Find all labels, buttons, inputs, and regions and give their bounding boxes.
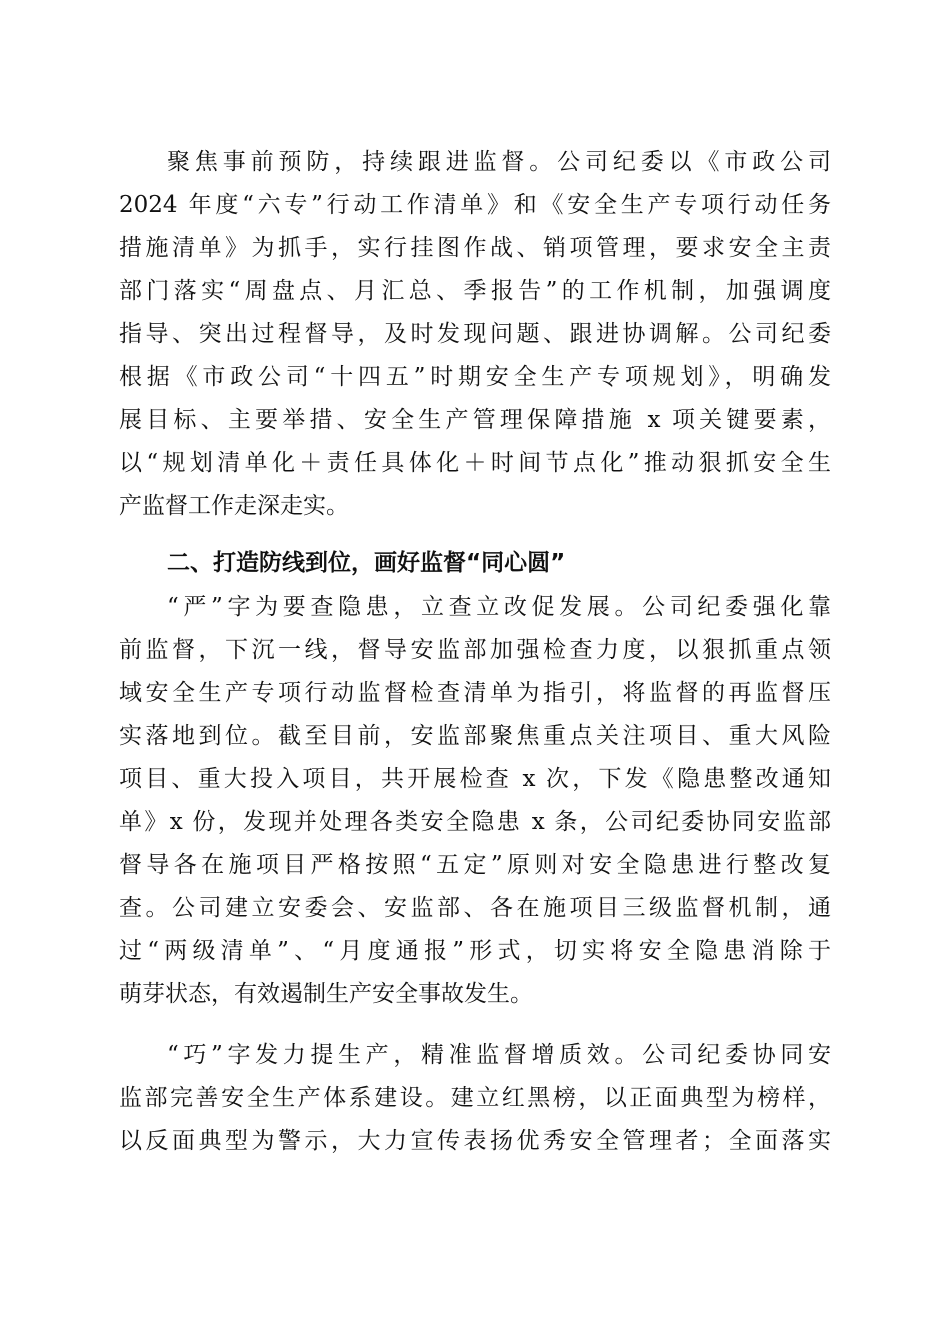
paragraph-line: 部门落实“周盘点、月汇总、季报告”的工作机制，加强调度 [119,278,831,304]
paragraph-line: 监部完善安全生产体系建设。建立红黑榜，以正面典型为榜样， [119,1085,831,1111]
paragraph-line: 过“两级清单”、“月度通报”形式，切实将安全隐患消除于 [119,938,831,964]
paragraph-line: 项目、重大投入项目，共开展检查 x 次，下发《隐患整改通知 [119,766,831,792]
paragraph-line: 产监督工作走深走实。 [119,493,349,519]
paragraph-hazard-inspection [119,586,831,1016]
paragraph-line: “严”字为要查隐患，立查立改促发展。公司纪委强化靠 [167,594,831,620]
paragraph-precise-supervision [119,1034,831,1163]
paragraph-line: 以反面典型为警示，大力宣传表扬优秀安全管理者；全面落实 [119,1128,831,1154]
paragraph-line: 2024 年度“六专”行动工作清单》和《安全生产专项行动任务 [119,192,831,218]
paragraph-line: 以“规划清单化＋责任具体化＋时间节点化”推动狠抓安全生 [119,450,831,476]
paragraph-line: 萌芽状态，有效遏制生产安全事故发生。 [119,981,533,1007]
paragraph-line: 单》x 份，发现并处理各类安全隐患 x 条，公司纪委协同安监部 [119,809,831,835]
paragraph-line: 查。公司建立安委会、安监部、各在施项目三级监督机制，通 [119,895,831,921]
paragraph-line: 督导各在施项目严格按照“五定”原则对安全隐患进行整改复 [119,852,831,878]
paragraph-line: 域安全生产专项行动监督检查清单为指引，将监督的再监督压 [119,680,831,706]
section-heading: 二、打造防线到位，画好监督“同心圆” [167,550,566,576]
paragraph-line: 指导、突出过程督导，及时发现问题、跟进协调解。公司纪委 [119,321,831,347]
paragraph-line: “巧”字发力提生产，精准监督增质效。公司纪委协同安 [167,1042,831,1068]
paragraph-line: 聚焦事前预防，持续跟进监督。公司纪委以《市政公司 [167,149,831,175]
paragraph-line: 展目标、主要举措、安全生产管理保障措施 x 项关键要素， [119,407,831,433]
paragraph-line: 前监督，下沉一线，督导安监部加强检查力度，以狠抓重点领 [119,637,831,663]
paragraph-line: 实落地到位。截至目前，安监部聚焦重点关注项目、重大风险 [119,723,831,749]
paragraph-preventive-supervision [119,141,831,528]
paragraph-line: 措施清单》为抓手，实行挂图作战、销项管理，要求安全主责 [119,235,831,261]
paragraph-line: 根据《市政公司“十四五”时期安全生产专项规划》，明确发 [119,364,831,390]
